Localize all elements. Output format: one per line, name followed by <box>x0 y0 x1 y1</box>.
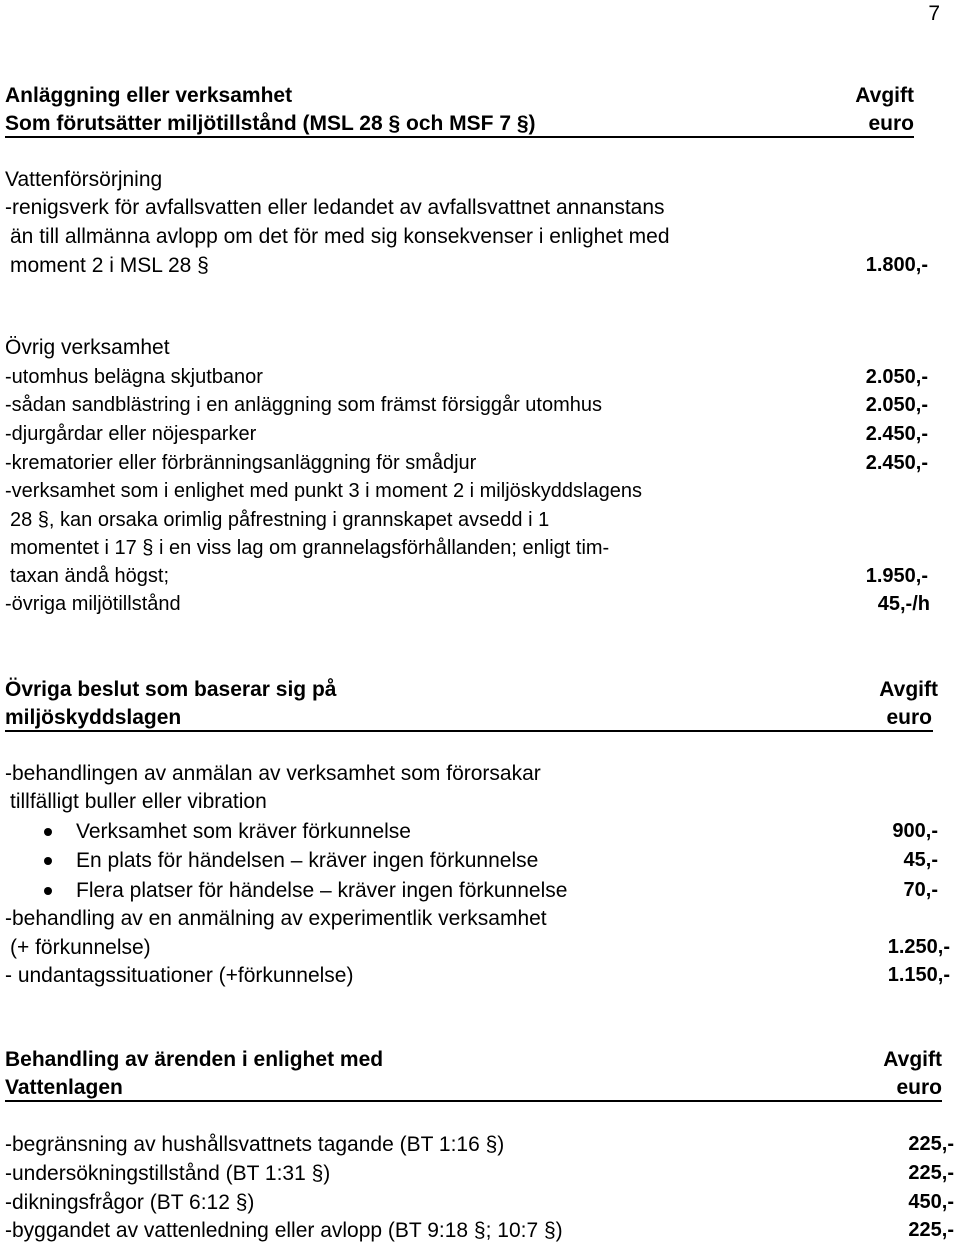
item-text: - undantagssituationer (+förkunnelse) <box>5 964 354 987</box>
fee-amount: 45,-/h <box>877 593 930 615</box>
avgift-header: Avgift <box>855 84 914 107</box>
item-text: -verksamhet som i enlighet med punkt 3 i moment 2 i miljöskyddslagens <box>5 480 642 502</box>
item-text: -djurgårdar eller nöjesparker <box>5 423 257 445</box>
fee-amount: 225,- <box>908 1219 954 1241</box>
item-text: -begränsning av hushållsvattnets tagande (BT 1:16 §) <box>5 1133 505 1156</box>
section-subtitle: Som förutsätter miljötillstånd (MSL 28 § och MSF 7 §) <box>5 112 536 135</box>
fee-amount: 2.050,- <box>865 366 928 388</box>
section-subtitle: miljöskyddslagen <box>5 706 182 729</box>
fee-amount: 225,- <box>908 1162 954 1184</box>
avgift-header: Avgift <box>879 678 938 701</box>
section-subtitle: Vattenlagen <box>5 1076 123 1099</box>
item-text: -sådan sandblästring i en anläggning som främst försiggår utomhus <box>5 394 602 416</box>
bullet-icon <box>44 857 52 865</box>
item-text: -behandlingen av anmälan av verksamhet som förorsakar <box>5 762 541 785</box>
page-number: 7 <box>928 2 940 25</box>
group-title-ovrig-verksamhet: Övrig verksamhet <box>5 336 170 359</box>
item-text: momentet i 17 § i en viss lag om grannelagsförhållanden; enligt tim- <box>10 537 610 559</box>
fee-amount: 225,- <box>908 1133 954 1155</box>
section-title: Övriga beslut som baserar sig på <box>5 678 337 701</box>
item-text: -byggandet av vattenledning eller avlopp (BT 9:18 §; 10:7 §) <box>5 1219 563 1242</box>
euro-header: euro <box>886 706 932 729</box>
euro-header: euro <box>868 112 914 135</box>
fee-amount: 70,- <box>903 879 938 901</box>
fee-amount: 1.250,- <box>887 936 950 958</box>
item-text: -övriga miljötillstånd <box>5 593 181 615</box>
fee-amount: 2.050,- <box>865 394 928 416</box>
euro-header: euro <box>896 1076 942 1099</box>
section-title: Behandling av ärenden i enlighet med <box>5 1048 384 1071</box>
bullet-icon <box>44 887 52 895</box>
fee-amount: 1.800,- <box>865 254 928 276</box>
item-text: taxan ändå högst; <box>10 565 170 587</box>
item-text: än till allmänna avlopp om det för med sig konsekvenser i enlighet med <box>10 225 670 248</box>
bullet-text: Flera platser för händelse – kräver ingen förkunnelse <box>76 879 568 902</box>
item-text: (+ förkunnelse) <box>10 936 151 959</box>
header-underline <box>5 730 933 732</box>
bullet-text: En plats för händelsen – kräver ingen förkunnelse <box>76 849 539 872</box>
bullet-text: Verksamhet som kräver förkunnelse <box>76 820 411 843</box>
item-text: -krematorier eller förbränningsanläggning för smådjur <box>5 452 477 474</box>
fee-amount: 45,- <box>903 849 938 871</box>
item-text: -behandling av en anmälning av experimentlik verksamhet <box>5 907 547 930</box>
header-underline <box>5 1100 942 1102</box>
bullet-icon <box>44 828 52 836</box>
item-text: -undersökningstillstånd (BT 1:31 §) <box>5 1162 331 1185</box>
item-text: moment 2 i MSL 28 § <box>10 254 209 277</box>
fee-amount: 2.450,- <box>865 452 928 474</box>
header-underline <box>5 136 914 138</box>
fee-amount: 900,- <box>892 820 938 842</box>
item-text: -renigsverk för avfallsvatten eller ledandet av avfallsvattnet annanstans <box>5 196 665 219</box>
fee-amount: 1.950,- <box>865 565 928 587</box>
fee-amount: 2.450,- <box>865 423 928 445</box>
avgift-header: Avgift <box>883 1048 942 1071</box>
item-text: 28 §, kan orsaka orimlig påfrestning i grannskapet avsedd i 1 <box>10 509 550 531</box>
item-text: -utomhus belägna skjutbanor <box>5 366 263 388</box>
section-title: Anläggning eller verksamhet <box>5 84 293 107</box>
fee-amount: 1.150,- <box>887 964 950 986</box>
group-title-vattenforsorjning: Vattenförsörjning <box>5 168 163 191</box>
item-text: tillfälligt buller eller vibration <box>10 790 267 813</box>
item-text: -dikningsfrågor (BT 6:12 §) <box>5 1191 255 1214</box>
fee-amount: 450,- <box>908 1191 954 1213</box>
